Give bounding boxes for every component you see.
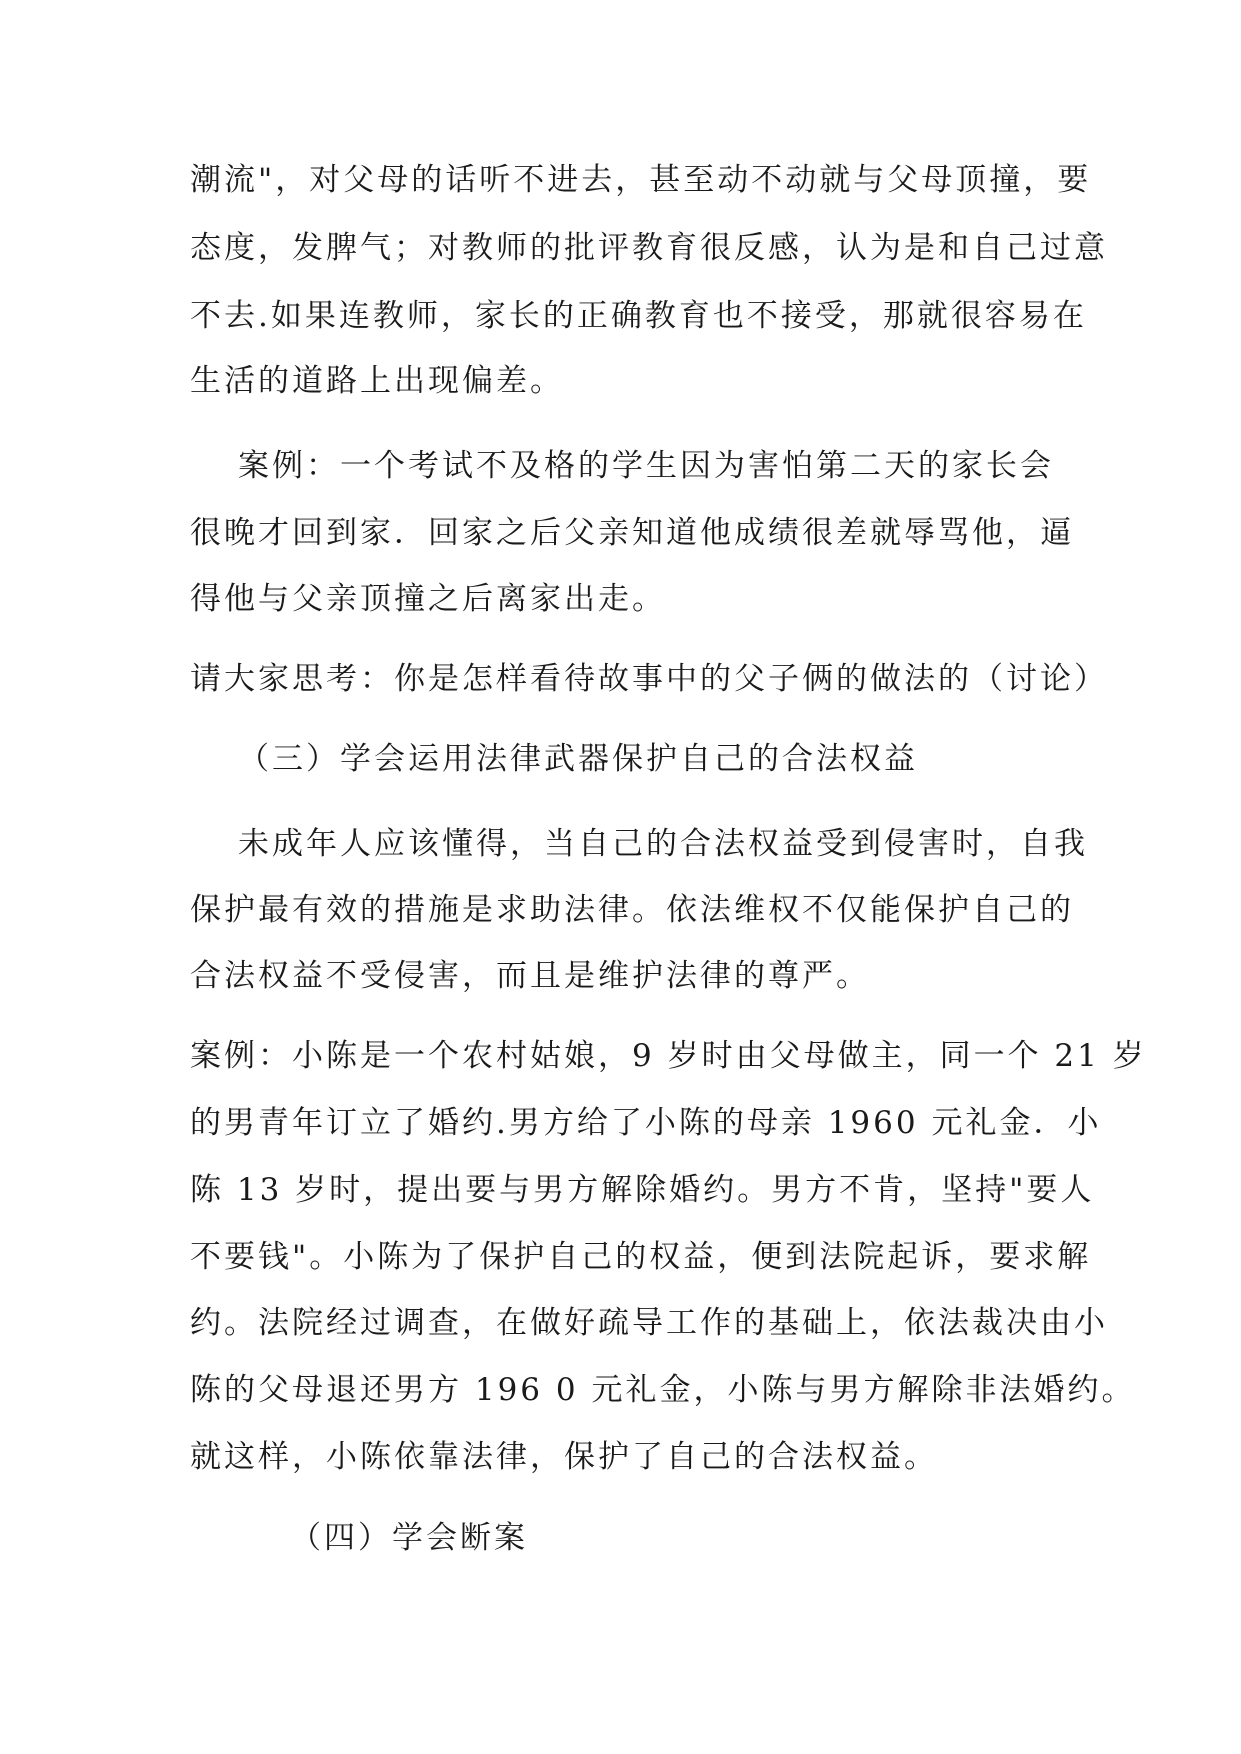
paragraph-4-line-1: 未成年人应该懂得，当自己的合法权益受到侵害时，自我 bbox=[238, 826, 1088, 862]
paragraph-2-line-3: 得他与父亲顶撞之后离家出走。 bbox=[190, 581, 666, 617]
paragraph-4-line-3: 合法权益不受侵害，而且是维护法律的尊严。 bbox=[190, 958, 870, 994]
paragraph-5-line-1: 案例：小陈是一个农村姑娘，9 岁时由父母做主，同一个 21 岁 bbox=[190, 1038, 1147, 1074]
paragraph-4-line-2: 保护最有效的措施是求助法律。依法维权不仅能保护自己的 bbox=[190, 892, 1074, 928]
section-heading-3: （三）学会运用法律武器保护自己的合法权益 bbox=[238, 741, 918, 777]
paragraph-1-line-4: 生活的道路上出现偏差。 bbox=[190, 363, 564, 399]
section-heading-4: （四）学会断案 bbox=[290, 1520, 528, 1556]
paragraph-5-line-6: 陈的父母退还男方 196 0 元礼金，小陈与男方解除非法婚约。 bbox=[190, 1372, 1136, 1408]
paragraph-1-line-1: 潮流"，对父母的话听不进去，甚至动不动就与父母顶撞，要 bbox=[190, 162, 1092, 198]
paragraph-2-line-2: 很晚才回到家．回家之后父亲知道他成绩很差就辱骂他，逼 bbox=[190, 515, 1074, 551]
paragraph-5-line-7: 就这样，小陈依靠法律，保护了自己的合法权益。 bbox=[190, 1439, 938, 1475]
paragraph-5-line-5: 约。法院经过调查，在做好疏导工作的基础上，依法裁决由小 bbox=[190, 1305, 1108, 1341]
paragraph-3-line-1: 请大家思考：你是怎样看待故事中的父子俩的做法的（讨论） bbox=[190, 661, 1108, 697]
paragraph-1-line-2: 态度，发脾气；对教师的批评教育很反感，认为是和自己过意 bbox=[190, 230, 1108, 266]
paragraph-2-line-1: 案例：一个考试不及格的学生因为害怕第二天的家长会 bbox=[238, 448, 1054, 484]
paragraph-1-line-3: 不去.如果连教师，家长的正确教育也不接受，那就很容易在 bbox=[190, 298, 1087, 334]
paragraph-5-line-4: 不要钱"。小陈为了保护自己的权益，便到法院起诉，要求解 bbox=[190, 1239, 1092, 1275]
paragraph-5-line-2: 的男青年订立了婚约.男方给了小陈的母亲 1960 元礼金．小 bbox=[190, 1105, 1102, 1141]
paragraph-5-line-3: 陈 13 岁时，提出要与男方解除婚约。男方不肯，坚持"要人 bbox=[190, 1172, 1095, 1208]
